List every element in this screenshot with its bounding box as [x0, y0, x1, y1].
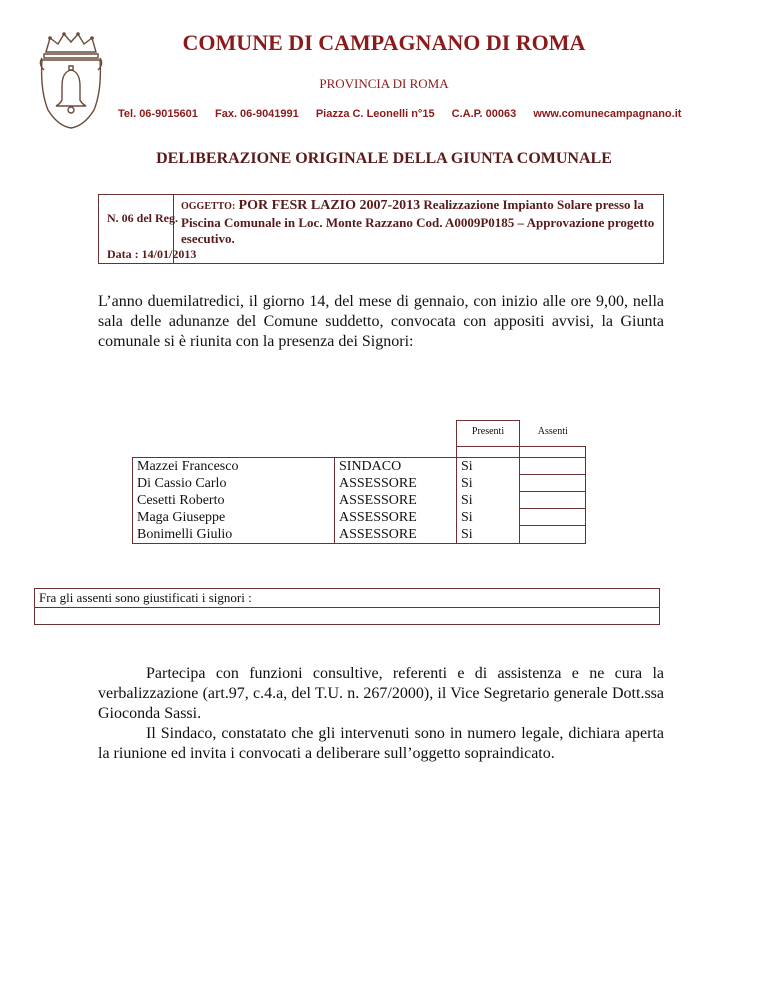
- member-absent-cell: [524, 526, 581, 543]
- member-role-cell-column: [335, 458, 457, 544]
- registration-date: Data : 14/01/2013: [107, 247, 197, 261]
- absentees-box: [34, 588, 660, 625]
- fax-number: Fax. 06-9041991: [214, 108, 299, 120]
- member-role-cell: SINDACO: [339, 459, 402, 474]
- member-role-cell: ASSESSORE: [339, 527, 417, 542]
- postal-code: C.A.P. 00063: [451, 108, 517, 120]
- attendance-gap-row: [133, 447, 586, 458]
- member-present-cell-column: [457, 458, 520, 544]
- deliberation-heading: DELIBERAZIONE ORIGINALE DELLA GIUNTA COMUNALE: [156, 150, 612, 167]
- intro-paragraph: L’anno duemilatredici, il giorno 14, del mese di gennaio, con inizio alle ore 9,00, nella sala delle adunanze del Comune suddetto, convocata con appositi avvisi, la Giunta comunale si è riunita con la presenza dei Signori:: [98, 293, 664, 350]
- attendance-header-row: [133, 421, 586, 447]
- member-absent-cell: [520, 475, 585, 492]
- subject-description: Realizzazione Impianto Solare presso la Piscina Comunale in Loc. Monte Razzano Cod. A0009P0185 – Approvazione progetto esecutivo.: [181, 197, 655, 246]
- member-role-cell: ASSESSORE: [339, 476, 417, 491]
- province-label: PROVINCIA DI ROMA: [319, 76, 449, 91]
- municipality-title: COMUNE DI CAMPAGNANO DI ROMA: [182, 30, 586, 55]
- subject-program: POR FESR LAZIO 2007-2013: [238, 198, 421, 213]
- member-role-cell: ASSESSORE: [339, 510, 417, 525]
- absentees-value: [35, 608, 659, 624]
- participation-paragraph: Partecipa con funzioni consultive, referenti e di assistenza e ne cura la verbalizzazione (art.97, c.4.a, del T.U. n. 267/2000), il Vice Segretario generale Dott.ssa Gioconda Sassi.: [98, 665, 664, 722]
- member-present-cell: Si: [461, 476, 473, 491]
- telephone-number: Tel. 06-9015601: [118, 108, 198, 120]
- subject-text: [181, 197, 659, 247]
- member-present-cell: Si: [461, 527, 473, 542]
- registration-number: N. 06 del Reg.: [107, 211, 178, 225]
- member-name-cell: Mazzei Francesco: [137, 459, 239, 474]
- participation-section: [98, 664, 664, 764]
- registration-box: [98, 194, 664, 264]
- member-present-cell: Si: [461, 510, 473, 525]
- member-name-cell: Di Cassio Carlo: [137, 476, 227, 491]
- absentees-label: Fra gli assenti sono giustificati i signori :: [35, 589, 659, 608]
- member-present-cell: Si: [461, 493, 473, 508]
- absent-column-header: Assenti: [520, 421, 586, 447]
- present-column-header: Presenti: [457, 421, 520, 447]
- member-absent-cell: [520, 458, 585, 475]
- member-name-cell: Cesetti Roberto: [137, 493, 225, 508]
- attendance-members-row: [133, 458, 586, 544]
- member-absent-cell-column: [520, 458, 586, 544]
- registration-cell: [99, 195, 197, 263]
- member-name-cell-column: [133, 458, 335, 544]
- member-role-cell: ASSESSORE: [339, 493, 417, 508]
- opening-paragraph: Il Sindaco, constatato che gli intervenuti sono in numero legale, dichiara aperta la riunione ed invita i convocati a deliberare sull’oggetto sopraindicato.: [98, 725, 664, 762]
- member-present-cell: Si: [461, 459, 473, 474]
- address-text: Piazza C. Leonelli n°15: [315, 108, 435, 120]
- member-name-cell: Maga Giuseppe: [137, 510, 226, 525]
- attendance-table: [132, 420, 586, 544]
- member-absent-cell: [520, 509, 585, 526]
- website-link[interactable]: www.comunecampagnano.it: [533, 108, 682, 120]
- member-absent-cell: [520, 492, 585, 509]
- contact-bar: [118, 108, 681, 120]
- member-name-cell: Bonimelli Giulio: [137, 527, 233, 542]
- subject-label: OGGETTO:: [181, 201, 236, 212]
